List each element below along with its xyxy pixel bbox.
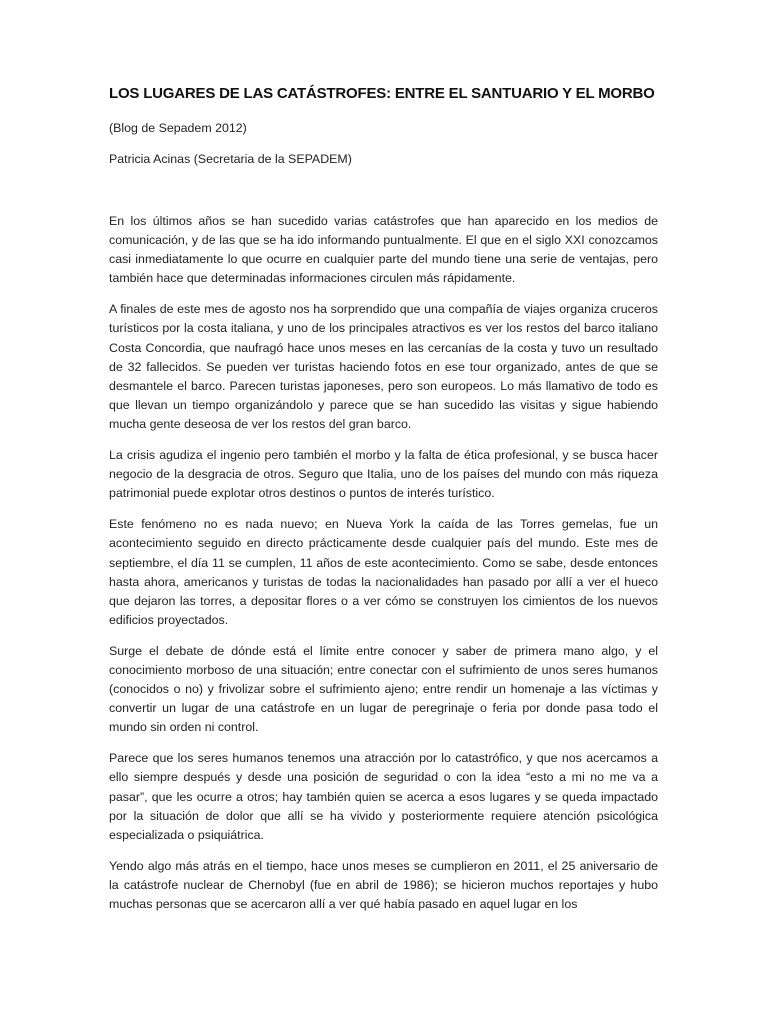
- document-author: Patricia Acinas (Secretaria de la SEPADEM): [109, 152, 352, 166]
- paragraph: La crisis agudiza el ingenio pero también el morbo y la falta de ética profesional, y se busca hacer negocio de la desgracia de otros. Seguro que Italia, uno de los países del mundo con más riqueza patrimonial puede explotar otros destinos o puntos de interés turístico.: [109, 448, 658, 501]
- paragraph: Surge el debate de dónde está el límite entre conocer y saber de primera mano algo, y el conocimiento morboso de una situación; entre conectar con el sufrimiento de unos seres humanos (conocidos o no) y frivolizar sobre el sufrimiento ajeno; entre rendir un homenaje a las víctimas y convertir un lugar de una catástrofe en un lugar de peregrinaje o feria por donde pasa todo el mundo sin orden ni control.: [109, 643, 658, 735]
- paragraph: A finales de este mes de agosto nos ha sorprendido que una compañía de viajes organiza cruceros turísticos por la costa italiana, y uno de los principales atractivos es ver los restos del barco italiano Costa Concordia, que naufragó hace unos meses en las cercanías de la costa y tuvo un resultado de 32 fallecidos. Se pueden ver turistas haciendo fotos en ese tour organizado, antes de que se desmantele el barco. Parecen turistas japoneses, pero son europeos. Lo más llamativo de todo es que llevan un tiempo organizándolo y parece que se han sucedido las visitas y sigue habiendo mucha gente deseosa de ver los restos del gran barco.: [109, 302, 658, 431]
- paragraph: En los últimos años se han sucedido varias catástrofes que han aparecido en los medios de comunicación, y de las que se ha ido informando puntualmente. El que en el siglo XXI conozcamos casi inmediatamente lo que ocurre en cualquier parte del mundo tiene una serie de ventajas, pero también hace que determinadas informaciones circulen más rápidamente.: [109, 214, 658, 286]
- paragraph: Este fenómeno no es nada nuevo; en Nueva York la caída de las Torres gemelas, fue un acontecimiento seguido en directo prácticamente desde cualquier país del mundo. Este mes de septiembre, el día 11 se cumplen, 11 años de este acontecimiento. Como se sabe, desde entonces hasta ahora, americanos y turistas de todas la nacionalidades han pasado por allí a ver el hueco que dejaron las torres, a depositar flores o a ver cómo se construyen los cimientos de los nuevos edificios proyectados.: [109, 517, 658, 627]
- document-title: LOS LUGARES DE LAS CATÁSTROFES: ENTRE EL SANTUARIO Y EL MORBO: [109, 85, 655, 102]
- paragraph: Yendo algo más atrás en el tiempo, hace unos meses se cumplieron en 2011, el 25 aniversario de la catástrofe nuclear de Chernobyl (fue en abril de 1986); se hicieron muchos reportajes y hubo muchas personas que se acercaron allí a ver qué había pasado en aquel lugar en los: [109, 858, 658, 911]
- paragraph: Parece que los seres humanos tenemos una atracción por lo catastrófico, y que nos acercamos a ello siempre después y desde una posición de seguridad o con la idea “esto a mi no me va a pasar”, que les ocurre a otros; hay también quien se acerca a esos lugares y se queda impactado por la situación de dolor que allí se ha vivido y posteriormente requiere atención psicológica especializada o psiquiátrica.: [109, 751, 658, 842]
- document-source: (Blog de Sepadem 2012): [109, 121, 247, 135]
- document-page: [109, 84, 658, 926]
